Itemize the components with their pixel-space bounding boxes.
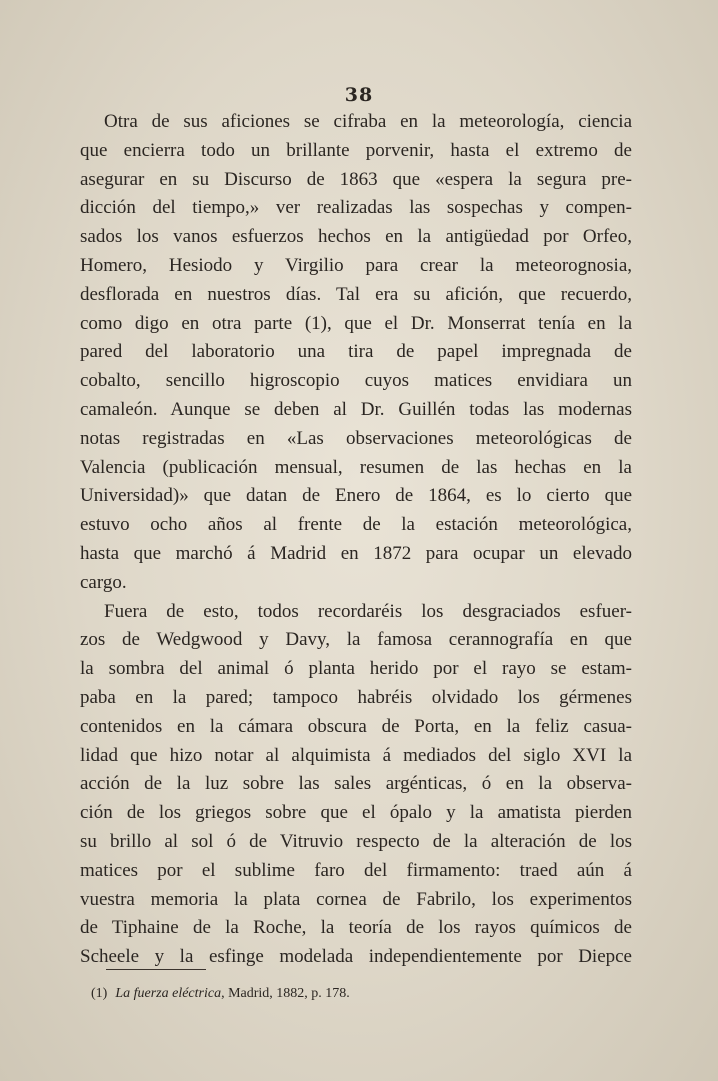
footnote-title: La fuerza eléctrica (115, 986, 222, 1001)
text-line: Scheele y la esfinge modelada independientemente por Diepce (80, 946, 632, 968)
text-line: Universidad)» que datan de Enero de 1864, es lo cierto que (80, 485, 632, 507)
text-line: cargo. (80, 571, 127, 593)
text-line: contenidos en la cámara obscura de Porta, en la feliz casua- (80, 715, 632, 737)
text-line: acción de la luz sobre las sales argénticas, ó en la observa- (80, 773, 632, 795)
text-line: pared del laboratorio una tira de papel impregnada de (80, 341, 632, 363)
text-line: dicción del tiempo,» ver realizadas las sospechas y compen- (80, 197, 632, 219)
text-line: de Tiphaine de la Roche, la teoría de los rayos químicos de (80, 917, 632, 939)
text-line: Valencia (publicación mensual, resumen de las hechas en la (80, 456, 632, 478)
text-line: que encierra todo un brillante porvenir, hasta el extremo de (80, 139, 632, 161)
text-line: zos de Wedgwood y Davy, la famosa cerannografía en que (80, 629, 632, 651)
text-line: hasta que marchó á Madrid en 1872 para ocupar un elevado (80, 542, 632, 564)
text-line: paba en la pared; tampoco habréis olvidado los gérmenes (80, 686, 632, 708)
text-line: cobalto, sencillo higroscopio cuyos matices envidiara un (80, 370, 632, 392)
text-line: Fuera de esto, todos recordaréis los desgraciados esfuer- (104, 600, 632, 622)
text-line: estuvo ocho años al frente de la estación meteorológica, (80, 514, 632, 536)
text-line: la sombra del animal ó planta herido por el rayo se estam- (80, 658, 632, 680)
text-line: desflorada en nuestros días. Tal era su afición, que recuerdo, (80, 283, 632, 305)
text-line: Otra de sus aficiones se cifraba en la meteorología, ciencia (104, 111, 632, 132)
text-line: vuestra memoria la plata cornea de Fabrilo, los experimentos (80, 888, 632, 910)
text-line: su brillo al sol ó de Vitruvio respecto de la alteración de los (80, 830, 632, 852)
footnote-marker: (1) (91, 986, 108, 1001)
page-number: 38 (344, 84, 374, 106)
footnote (91, 986, 350, 1002)
body-text (80, 108, 632, 972)
text-line: matices por el sublime faro del firmamento: traed aún á (80, 859, 632, 881)
text-line: camaleón. Aunque se deben al Dr. Guillén todas las modernas (80, 398, 632, 420)
text-line: sados los vanos esfuerzos hechos en la antigüedad por Orfeo, (80, 226, 632, 248)
text-line-with-footnote-ref: como digo en otra parte (1), que el Dr. Monserrat tenía en la (80, 312, 632, 334)
text-line: asegurar en su Discurso de 1863 que «espera la segura pre- (80, 168, 632, 190)
footnote-citation: , Madrid, 1882, p. 178. (221, 986, 350, 1001)
text-line: Homero, Hesiodo y Virgilio para crear la meteorognosia, (80, 254, 632, 276)
text-line: notas registradas en «Las observaciones meteorológicas de (80, 427, 632, 449)
text-line: ción de los griegos sobre que el ópalo y la amatista pierden (80, 802, 632, 824)
text-line: lidad que hizo notar al alquimista á mediados del siglo XVI la (80, 744, 632, 766)
footnote-divider (106, 969, 206, 970)
